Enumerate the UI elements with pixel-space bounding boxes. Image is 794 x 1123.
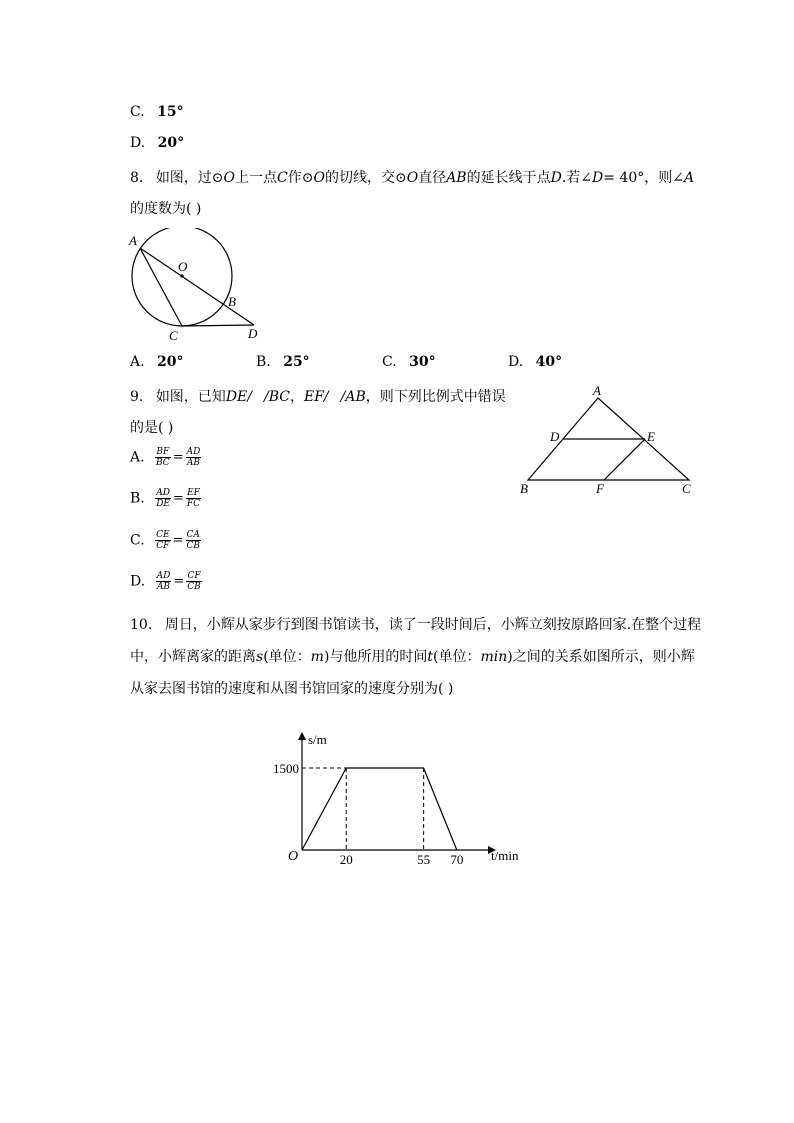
text: 作⊙ (287, 170, 314, 186)
math-var: DE/ (225, 389, 252, 405)
text: 上一点 (235, 170, 278, 186)
equals-sign: = (172, 533, 184, 548)
line-a-c (140, 248, 182, 326)
q9-option-d (130, 571, 202, 592)
math-var: BC (268, 389, 290, 405)
numerator: BF (156, 447, 170, 457)
math-var: t (427, 649, 434, 665)
q10-stem-line1 (130, 614, 701, 634)
option-label: D. (508, 354, 524, 370)
x-tick-20: 20 (339, 852, 353, 867)
math-var: D (550, 170, 562, 186)
label-a: A (593, 383, 601, 398)
label-d: D (248, 326, 258, 341)
q8-option-b (256, 354, 310, 370)
option-label: A. (130, 449, 145, 466)
math-var: m (310, 649, 324, 665)
q8-option-d (508, 354, 562, 370)
y-axis-label: s/m (308, 732, 327, 747)
q7-option-c (130, 104, 184, 120)
q9-triangle-figure (514, 382, 700, 500)
math-var: O (313, 170, 325, 186)
math-var: O (406, 170, 419, 186)
label-c: C (682, 481, 691, 496)
equals-sign: = (173, 574, 185, 589)
numerator: CE (156, 530, 170, 540)
text: 直径 (418, 170, 447, 186)
option-value: 20° (157, 135, 185, 151)
numerator: EF (187, 488, 200, 498)
equals-sign: = (172, 450, 184, 465)
text: .若∠ (561, 170, 593, 186)
math-var: EF/ (303, 389, 329, 405)
label-c: C (169, 328, 178, 343)
q8-option-c (382, 354, 436, 370)
q10-distance-time-chart (262, 726, 532, 874)
option-value: 15° (157, 104, 184, 120)
text: 如图，过⊙ (155, 170, 224, 186)
math-symbol: / (263, 389, 269, 405)
denominator: AB (186, 458, 201, 468)
text: 中，小辉离家的距离 (130, 649, 256, 665)
numerator: CA (186, 530, 200, 540)
x-axis-label: t/min (491, 848, 519, 863)
q7-option-d (130, 135, 184, 151)
denominator: CB (186, 541, 200, 551)
q9-stem-line1 (130, 386, 506, 406)
text: )之间的关系如图所示，则小辉 (507, 649, 695, 665)
q8-stem-line2: 的度数为( ) (130, 201, 202, 217)
option-label: C. (382, 354, 397, 370)
origin-label: O (288, 849, 299, 864)
text: 周日，小辉从家步行到图书馆读书，读了一段时间后，小辉立刻按原路回家.在整个过程 (164, 617, 702, 633)
text: 的延长线于点 (466, 170, 551, 186)
fraction-left (155, 530, 170, 551)
label-d: D (550, 429, 560, 444)
option-label: B. (130, 490, 145, 507)
label-b: B (520, 481, 528, 496)
q10-stem-line2 (130, 646, 695, 666)
q9-option-c (130, 530, 201, 551)
label-f: F (596, 481, 604, 496)
fraction-left (156, 571, 172, 592)
numerator: CF (187, 571, 201, 581)
q9-option-a (130, 447, 201, 468)
text: 的切线，交⊙ (324, 170, 407, 186)
numerator: AD (186, 447, 201, 457)
label-o: O (178, 259, 188, 274)
q10-stem-line3: 从家去图书馆的速度和从图书馆回家的速度分别为( ) (130, 681, 454, 697)
q8-stem-line1 (130, 167, 694, 187)
distance-series-line (302, 768, 457, 850)
q8-option-a (130, 354, 184, 370)
text: ，则下列比例式中错误 (365, 389, 506, 405)
option-label: B. (256, 354, 271, 370)
label-e: E (647, 429, 655, 444)
fraction-right (186, 530, 202, 551)
segment-ef (604, 439, 645, 480)
math-var: AB (345, 389, 366, 405)
text: (单位： (263, 649, 311, 665)
option-label: C. (130, 532, 145, 549)
denominator: CF (156, 541, 170, 551)
q9-option-b (130, 488, 201, 509)
math-var: O (223, 170, 236, 186)
question-number: 10. (130, 617, 153, 633)
q8-circle-figure (124, 228, 269, 346)
option-label: A. (130, 354, 145, 370)
fraction-left (155, 488, 171, 509)
numerator: AD (156, 488, 170, 498)
text: = 40°，则∠ (603, 170, 684, 186)
y-tick-1500: 1500 (273, 761, 299, 777)
fraction-right (186, 571, 202, 592)
option-value: 20° (157, 354, 184, 370)
equals-sign: = (173, 491, 184, 506)
fraction-right (186, 488, 201, 509)
label-a: A (129, 233, 137, 248)
denominator: CB (187, 582, 201, 592)
denominator: DE (156, 499, 170, 509)
math-var: min (480, 649, 508, 665)
text: 如图，已知 (155, 389, 226, 405)
math-var: AB (446, 170, 467, 186)
math-var: C (277, 170, 288, 186)
option-value: 25° (283, 354, 310, 370)
x-tick-70: 70 (450, 852, 464, 867)
denominator: BC (156, 458, 170, 468)
text: )与他所用的时间 (323, 649, 428, 665)
math-symbol: / (340, 389, 346, 405)
option-value: 40° (535, 354, 563, 370)
text: ， (289, 389, 304, 405)
option-label: C. (130, 104, 145, 120)
fraction-left (155, 447, 171, 468)
x-tick-55: 55 (417, 852, 431, 867)
option-value: 30° (409, 354, 436, 370)
option-label: D. (130, 135, 146, 151)
fraction-right (186, 447, 202, 468)
center-dot (180, 274, 183, 277)
option-label: D. (130, 573, 146, 590)
text: (单位： (433, 649, 481, 665)
denominator: FC (186, 499, 201, 509)
math-var: s (256, 649, 264, 665)
line-a-d (140, 248, 254, 325)
numerator: AD (156, 571, 171, 581)
q9-stem-line2: 的是( ) (130, 420, 174, 436)
y-axis-arrow (298, 732, 306, 740)
question-number: 9. (130, 389, 144, 405)
label-b: B (228, 294, 236, 309)
question-number: 8. (130, 170, 144, 186)
denominator: AB (156, 582, 171, 592)
math-var: D (592, 170, 604, 186)
math-var: A (683, 170, 695, 186)
